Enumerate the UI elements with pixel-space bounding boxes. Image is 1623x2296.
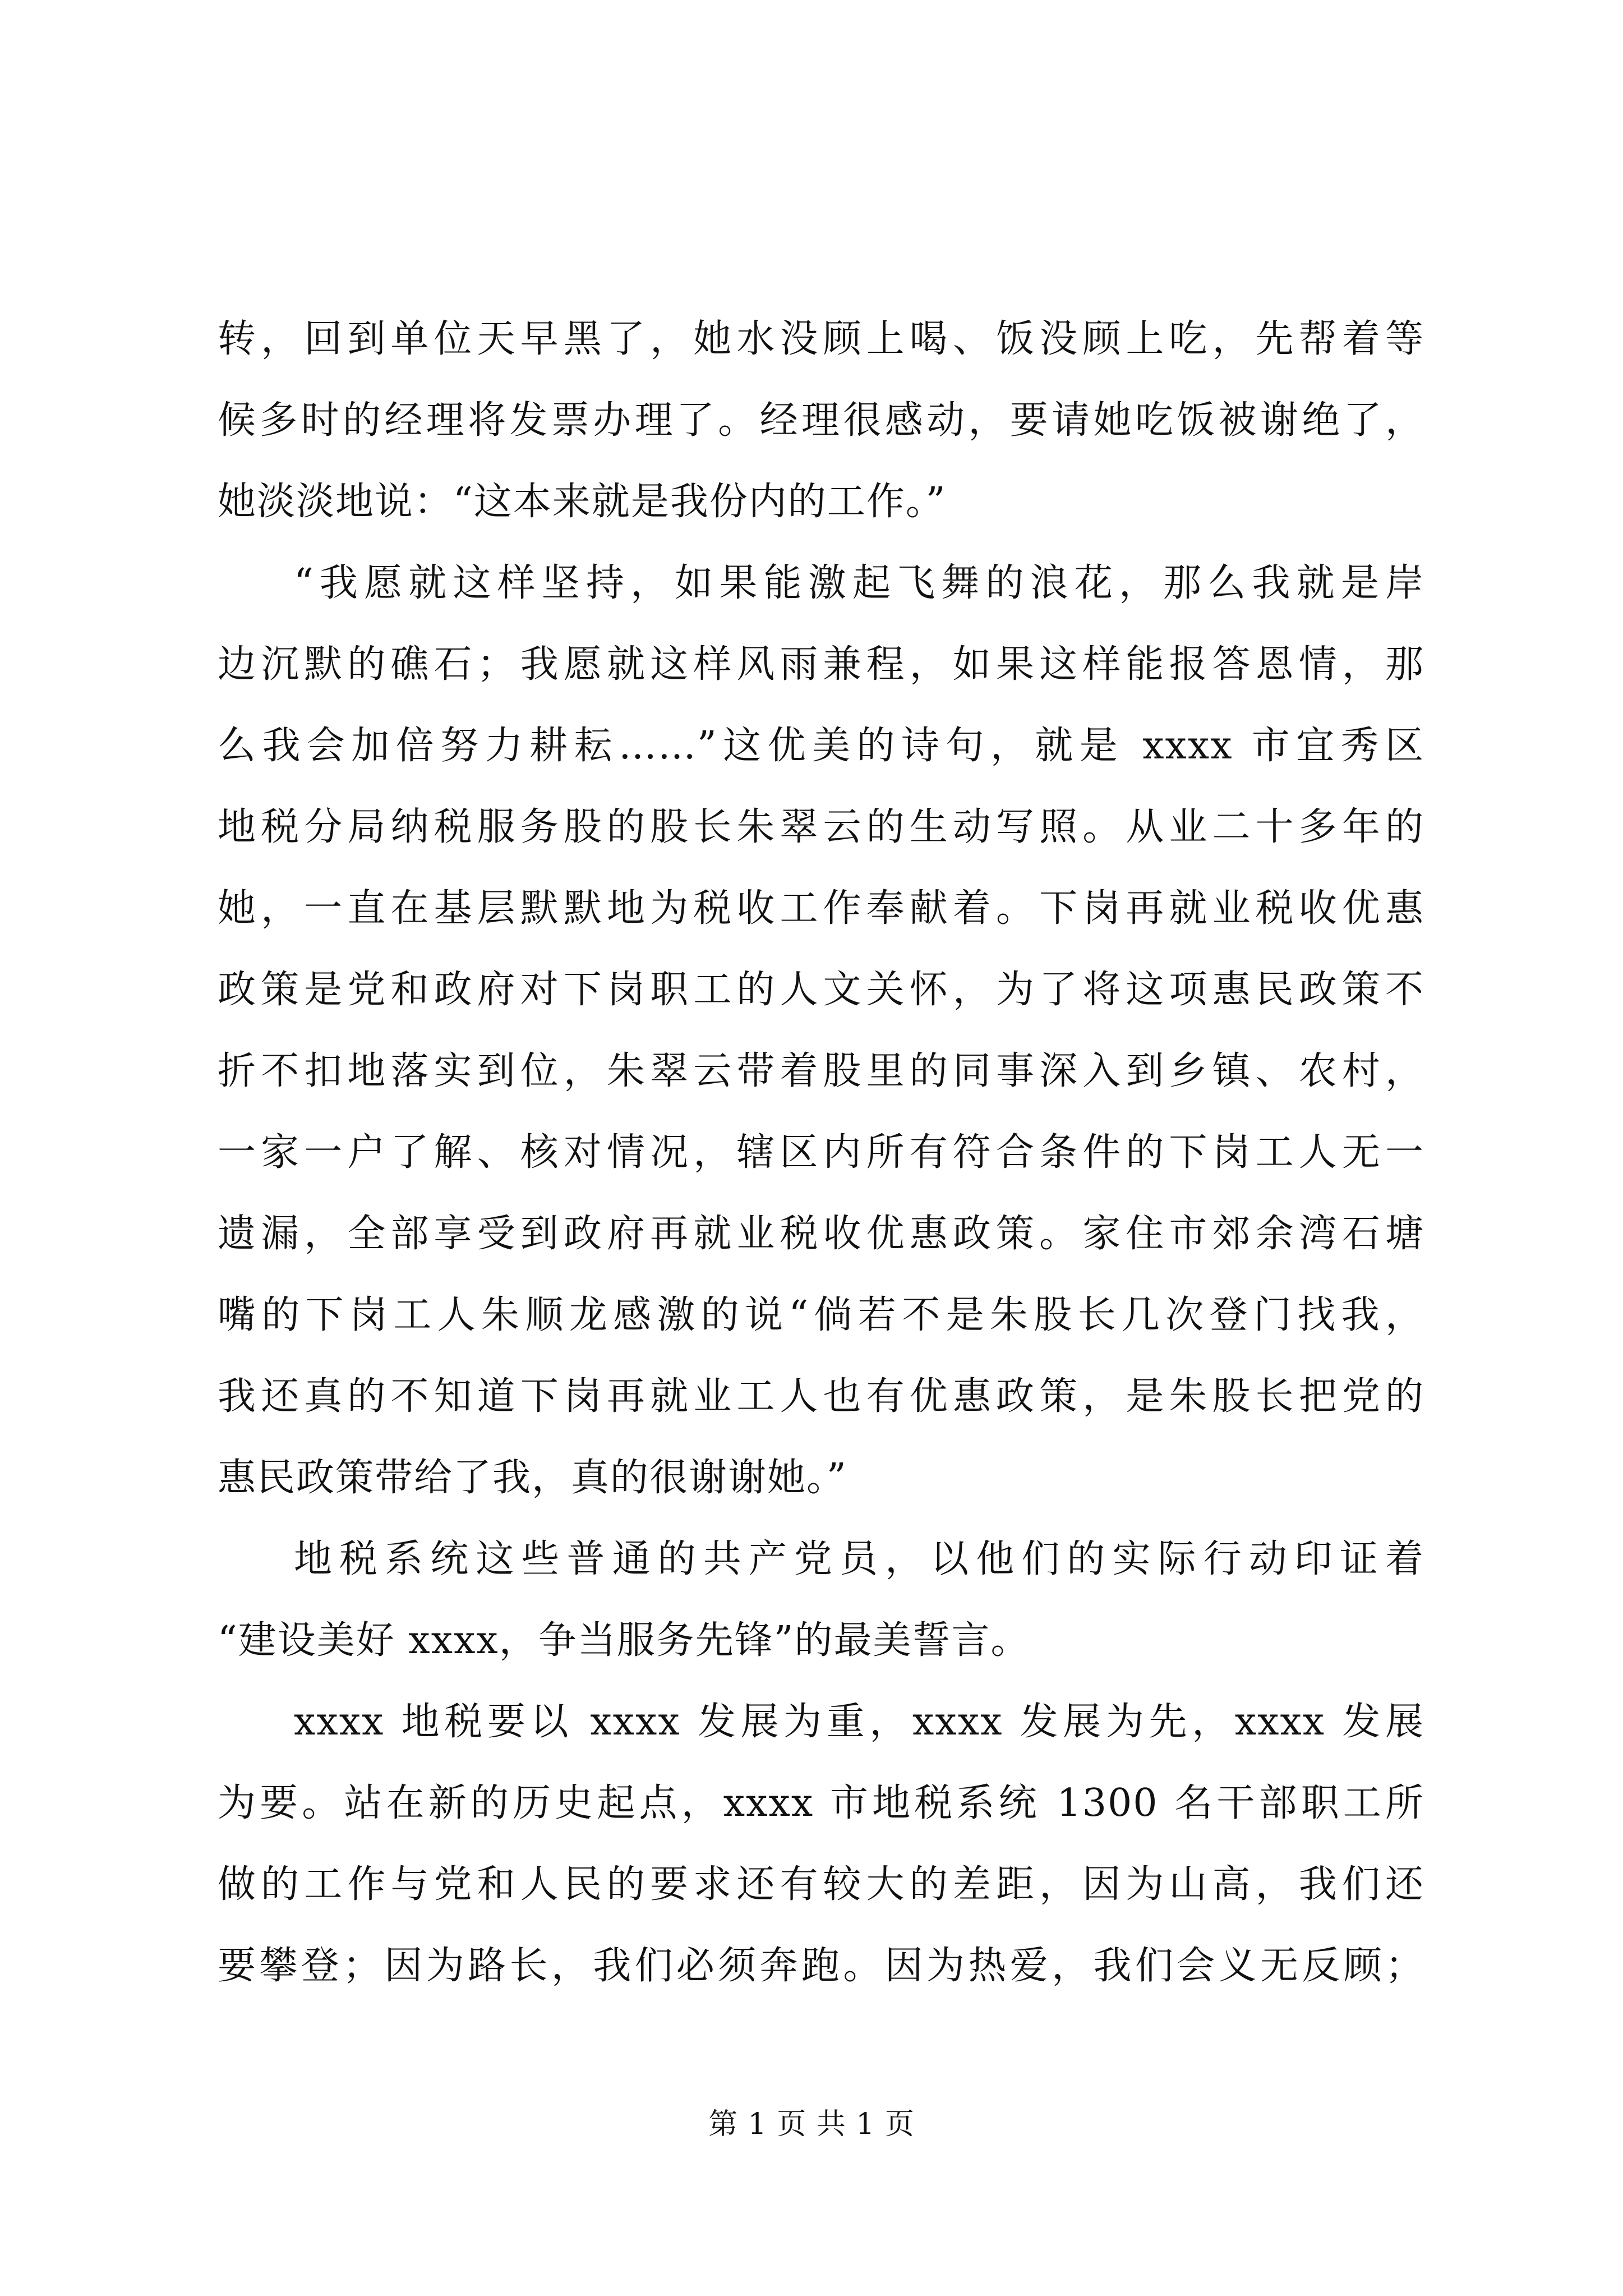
paragraph-4 (218, 1681, 1424, 2007)
text-line: 地税系统这些普通的共产党员，以他们的实际行动印证着 (294, 1537, 1424, 1581)
text-line: 折不扣地落实到位，朱翠云带着股里的同事深入到乡镇、农村， (218, 1049, 1424, 1093)
text-line: “我愿就这样坚持，如果能激起飞舞的浪花，那么我就是岸 (294, 561, 1424, 605)
text-line: 一家一户了解、核对情况，辖区内所有符合条件的下岗工人无一 (218, 1130, 1424, 1175)
text-line: 做的工作与党和人民的要求还有较大的差距，因为山高，我们还 (218, 1862, 1424, 1907)
text-line: 政策是党和政府对下岗职工的人文关怀，为了将这项惠民政策不 (218, 968, 1424, 1012)
page-number-label: 第 1 页 共 1 页 (708, 2108, 915, 2141)
text-line: 她，一直在基层默默地为税收工作奉献着。下岗再就业税收优惠 (218, 886, 1424, 931)
text-line: 地税分局纳税服务股的股长朱翠云的生动写照。从业二十多年的 (218, 805, 1424, 849)
text-line: 嘴的下岗工人朱顺龙感激的说“倘若不是朱股长几次登门找我， (218, 1293, 1424, 1337)
text-line: xxxx 地税要以 xxxx 发展为重，xxxx 发展为先，xxxx 发展 (294, 1700, 1424, 1744)
text-line: 么我会加倍努力耕耘……”这优美的诗句，就是 xxxx 市宜秀区 (218, 724, 1424, 768)
text-line: 要攀登；因为路长，我们必须奔跑。因为热爱，我们会义无反顾； (218, 1944, 1424, 1988)
text-line: 我还真的不知道下岗再就业工人也有优惠政策，是朱股长把党的 (218, 1374, 1424, 1419)
page-footer (0, 2105, 1623, 2144)
text-line: 转，回到单位天早黑了，她水没顾上喝、饭没顾上吃，先帮着等 (218, 317, 1424, 361)
paragraph-2 (218, 542, 1424, 1519)
text-line: 她淡淡地说：“这本来就是我份内的工作。” (218, 480, 947, 524)
paragraph-1 (218, 298, 1424, 542)
text-line: 候多时的经理将发票办理了。经理很感动，要请她吃饭被谢绝了， (218, 398, 1424, 443)
text-line: 遗漏，全部享受到政府再就业税收优惠政策。家住市郊余湾石塘 (218, 1212, 1424, 1256)
text-line: “建设美好 xxxx，争当服务先锋”的最美誓言。 (218, 1618, 1030, 1663)
text-line: 边沉默的礁石；我愿就这样风雨兼程，如果这样能报答恩情，那 (218, 642, 1424, 687)
paragraph-3 (218, 1519, 1424, 1681)
text-line: 为要。站在新的历史起点，xxxx 市地税系统 1300 名干部职工所 (218, 1781, 1424, 1825)
text-line: 惠民政策带给了我，真的很谢谢她。” (218, 1456, 847, 1500)
document-body (218, 298, 1424, 2007)
